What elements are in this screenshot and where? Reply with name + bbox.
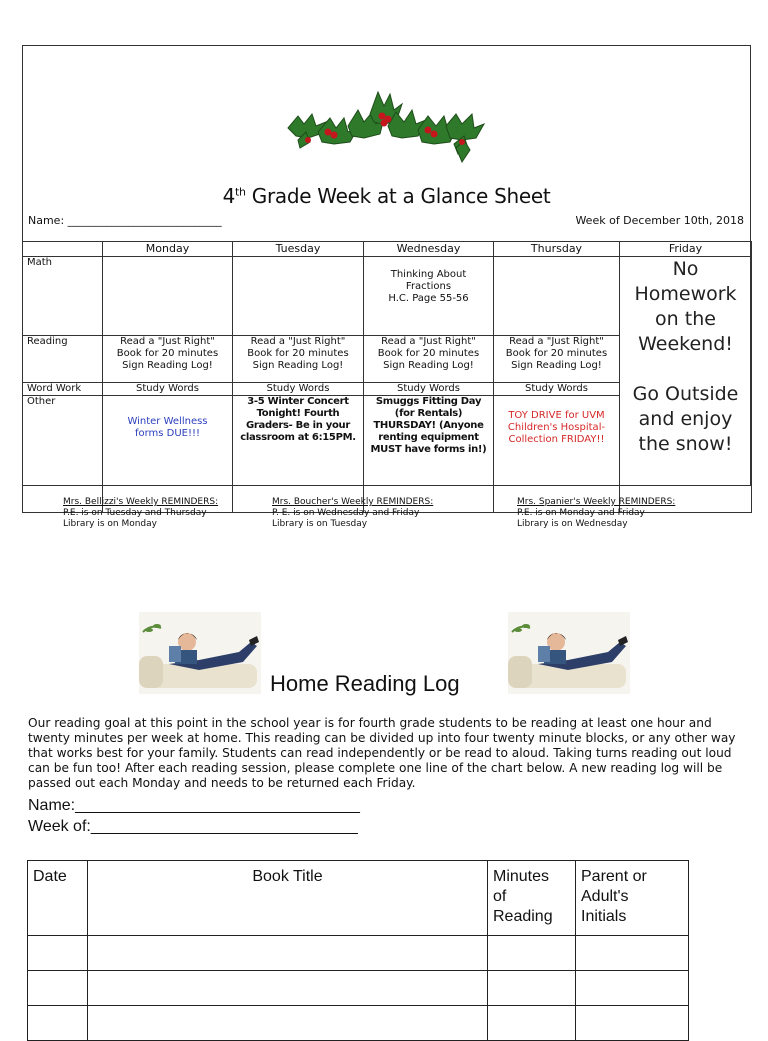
column-book-title: Book Title <box>88 861 488 936</box>
reading-monday: Read a "Just Right" Book for 20 minutes Sign Reading Log! <box>103 336 233 383</box>
row-label-word-work: Word Work <box>23 383 103 396</box>
week-at-a-glance-table <box>22 241 752 513</box>
reading-log-week-line: Week of:______________________________ <box>28 818 358 835</box>
header-thursday: Thursday <box>494 242 620 257</box>
row-label-reading: Reading <box>23 336 103 383</box>
student-name-line: Name: ____________________________ <box>28 214 222 227</box>
other-tuesday: 3-5 Winter Concert Tonight! Fourth Graders- Be in your classroom at 6:15PM. <box>233 396 364 513</box>
word-work-tuesday: Study Words <box>233 383 364 396</box>
math-row <box>23 257 752 336</box>
reading-tuesday: Read a "Just Right" Book for 20 minutes Sign Reading Log! <box>233 336 364 383</box>
table-header-row <box>23 242 752 257</box>
girl-reading-on-couch-icon <box>139 612 261 694</box>
holly-garland-icon <box>278 88 493 168</box>
math-tuesday <box>233 257 364 336</box>
reminder-bellizzi: Mrs. Bellizzi's Weekly REMINDERS: P.E. is on Tuesday and Thursday Library is on Monday <box>63 497 219 529</box>
table-row <box>28 936 689 971</box>
header-wednesday: Wednesday <box>364 242 494 257</box>
reading-log-instructions: Our reading goal at this point in the school year is for fourth grade students to be reading at least one hour and twenty minutes per week at home. This reading can be divided up into four twenty minute blocks, or any other way that works best for your family. Students can read independently or be read to aloud. Taking turns reading out loud can be fun too! After each reading session, please complete one line of the chart below. A new reading log will be passed out each Monday and needs to be returned each Friday. <box>28 716 736 790</box>
header-tuesday: Tuesday <box>233 242 364 257</box>
log-initials-cell[interactable] <box>576 936 689 971</box>
log-title-cell[interactable] <box>88 1006 488 1041</box>
reading-log-table <box>27 860 689 1041</box>
math-monday <box>103 257 233 336</box>
reading-thursday: Read a "Just Right" Book for 20 minutes Sign Reading Log! <box>494 336 620 383</box>
log-minutes-cell[interactable] <box>488 936 576 971</box>
column-date: Date <box>28 861 88 936</box>
log-title-cell[interactable] <box>88 971 488 1006</box>
reminder-boucher: Mrs. Boucher's Weekly REMINDERS: P. E. is on Wednesday and Friday Library is on Tuesday <box>272 497 434 529</box>
header-friday: Friday <box>620 242 752 257</box>
girl-reading-on-couch-icon <box>508 612 630 694</box>
reading-log-header-row <box>28 861 689 936</box>
log-title-cell[interactable] <box>88 936 488 971</box>
log-minutes-cell[interactable] <box>488 971 576 1006</box>
sheet-title: 4th Grade Week at a Glance Sheet <box>222 184 551 208</box>
table-row <box>28 1006 689 1041</box>
log-initials-cell[interactable] <box>576 1006 689 1041</box>
column-minutes: Minutes of Reading <box>488 861 576 936</box>
week-of-date: Week of December 10th, 2018 <box>575 214 744 227</box>
math-thursday <box>494 257 620 336</box>
math-wednesday: Thinking About Fractions H.C. Page 55-56 <box>364 257 494 336</box>
header-blank <box>23 242 103 257</box>
column-initials: Parent or Adult's Initials <box>576 861 689 936</box>
reading-log-title: Home Reading Log <box>270 671 460 696</box>
row-label-math: Math <box>23 257 103 336</box>
other-wednesday: Smuggs Fitting Day (for Rentals) THURSDAY! (Anyone renting equipment MUST have forms in!) <box>364 396 494 513</box>
log-date-cell[interactable] <box>28 971 88 1006</box>
row-label-other: Other <box>23 396 103 513</box>
header-monday: Monday <box>103 242 233 257</box>
table-row <box>28 971 689 1006</box>
reading-wednesday: Read a "Just Right" Book for 20 minutes Sign Reading Log! <box>364 336 494 383</box>
other-monday: Winter Wellness forms DUE!!! <box>103 396 233 513</box>
word-work-wednesday: Study Words <box>364 383 494 396</box>
log-minutes-cell[interactable] <box>488 1006 576 1041</box>
word-work-monday: Study Words <box>103 383 233 396</box>
friday-message: No Homework on the Weekend! Go Outside and enjoy the snow! <box>620 257 752 513</box>
log-date-cell[interactable] <box>28 1006 88 1041</box>
log-initials-cell[interactable] <box>576 971 689 1006</box>
log-date-cell[interactable] <box>28 936 88 971</box>
reading-log-name-line: Name:________________________________ <box>28 797 360 814</box>
word-work-thursday: Study Words <box>494 383 620 396</box>
other-thursday: TOY DRIVE for UVM Children's Hospital- Collection FRIDAY!! <box>494 396 620 513</box>
reminder-spanier: Mrs. Spanier's Weekly REMINDERS: P.E. is on Monday and Friday Library is on Wednesday <box>517 497 676 529</box>
